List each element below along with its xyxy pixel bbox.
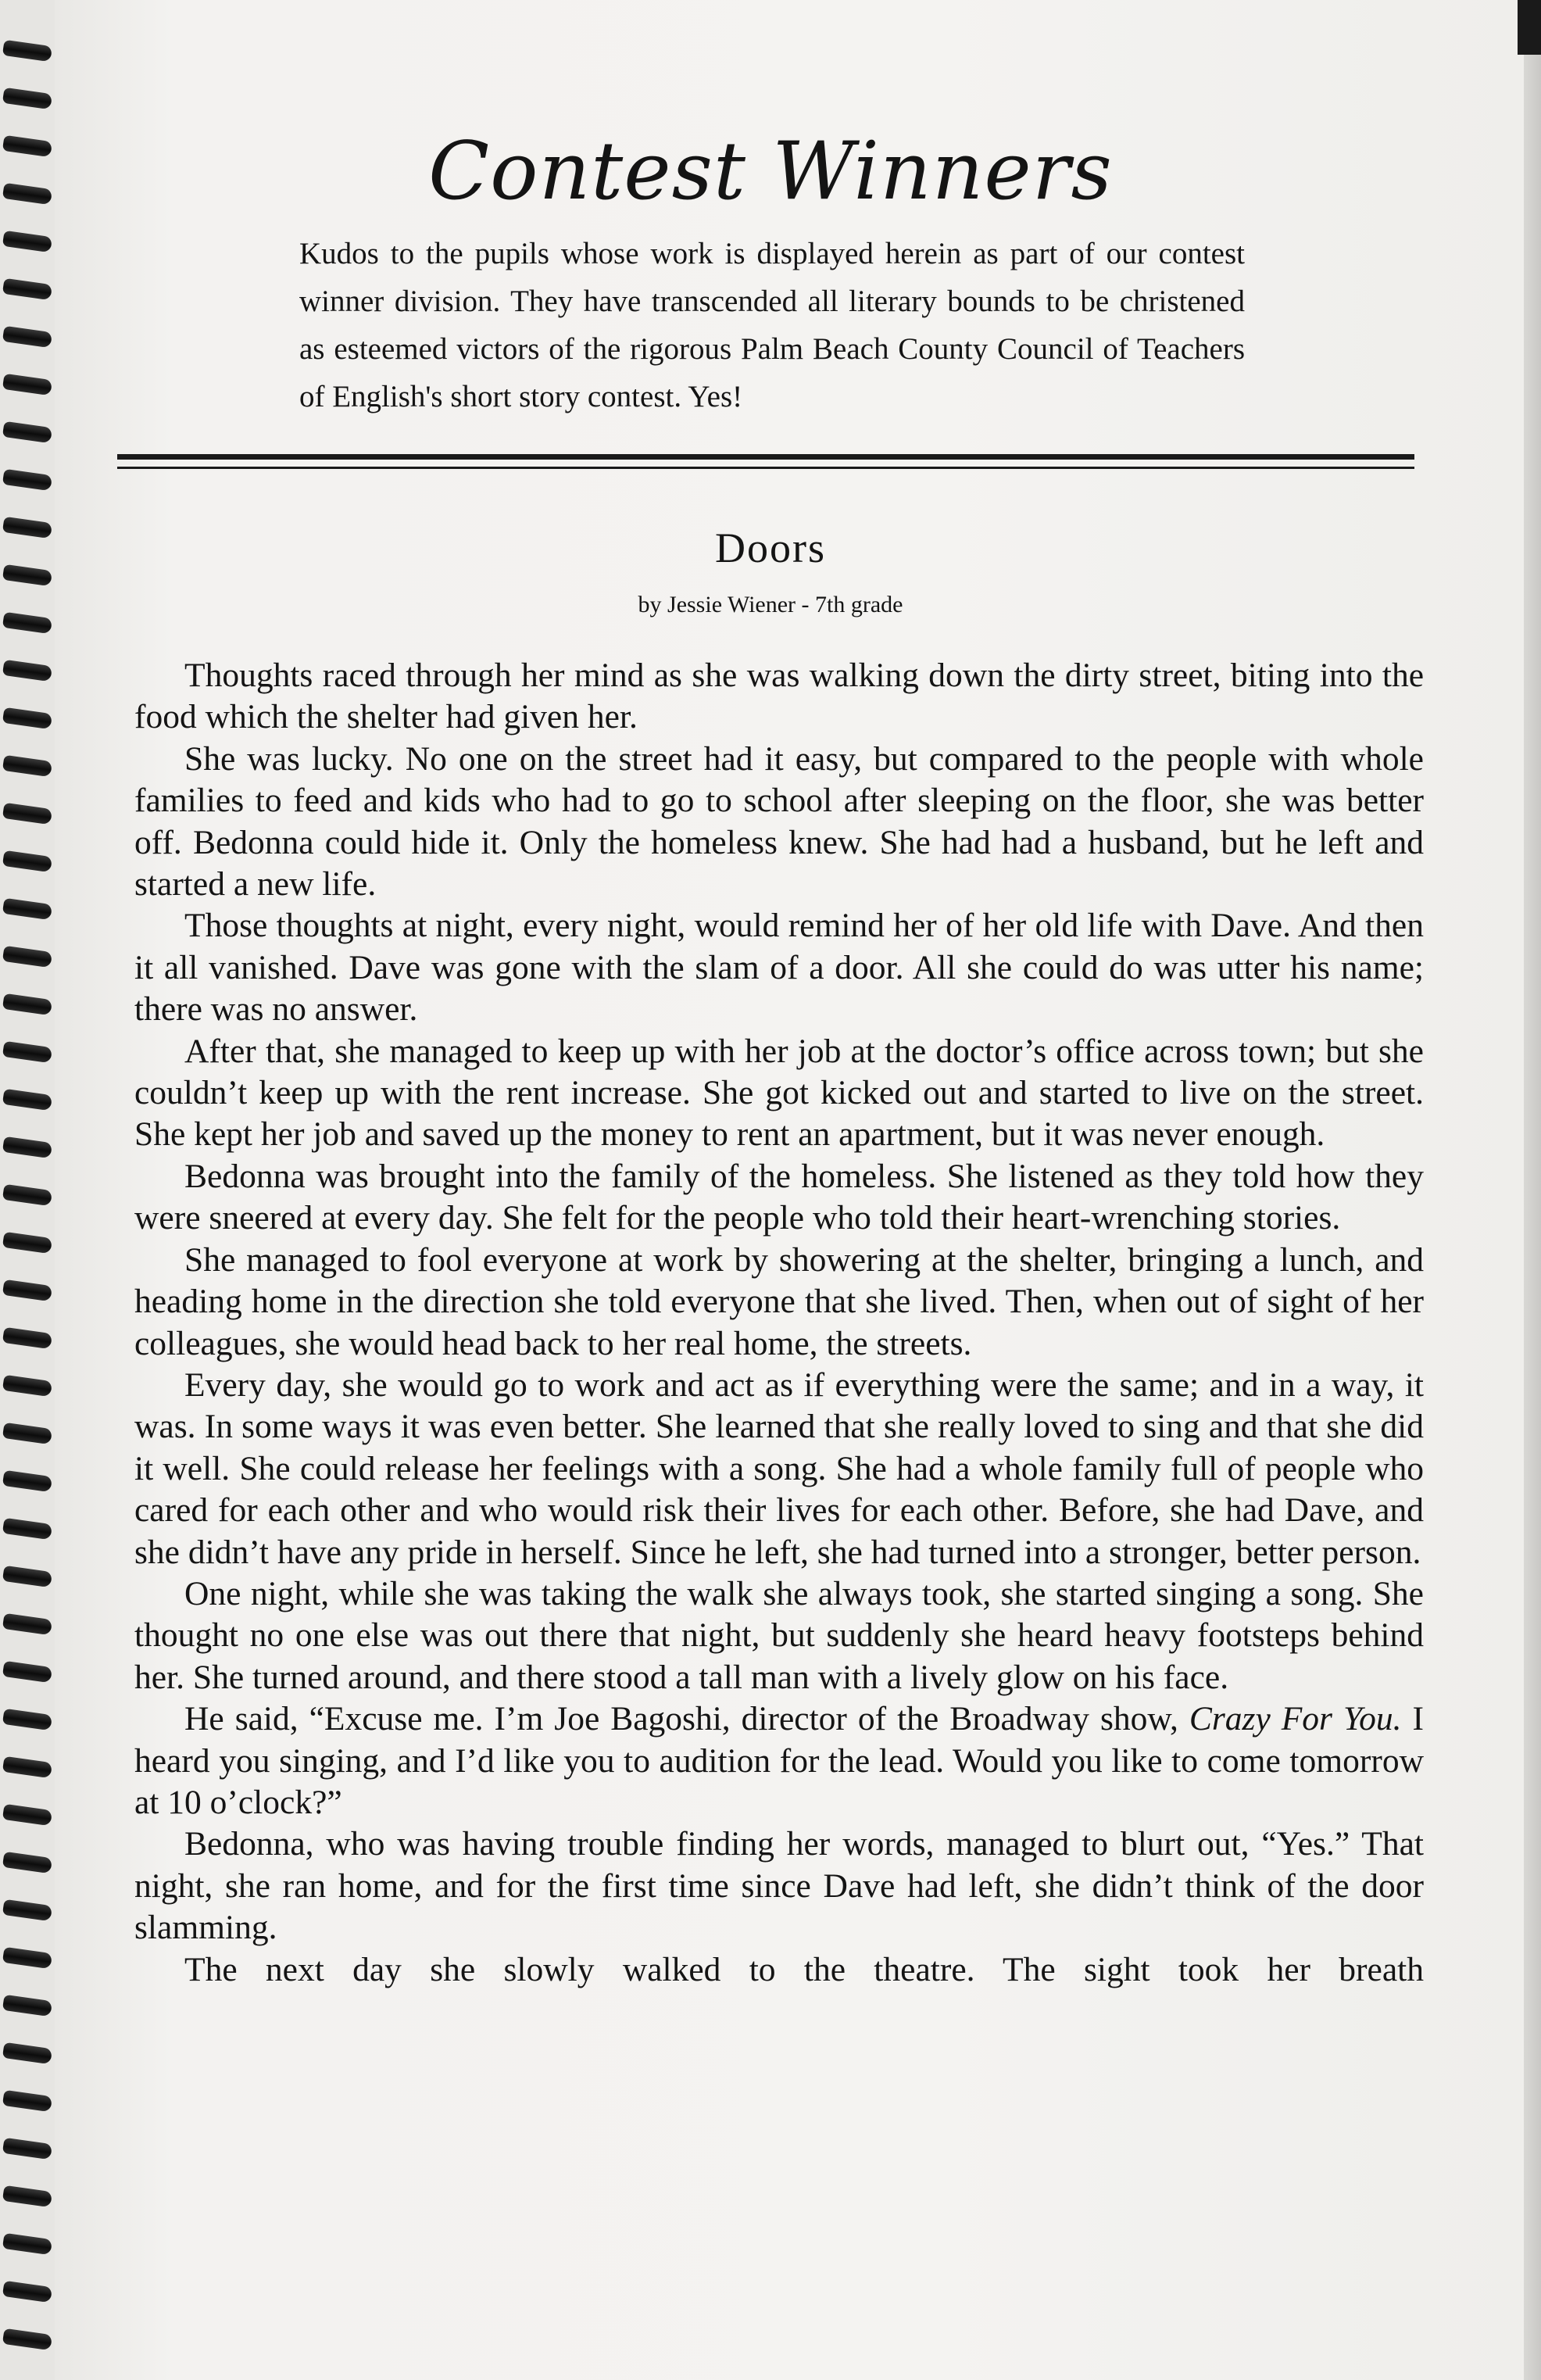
binding-coil [2,2281,52,2303]
quote-text-start: He said, “Excuse me. I’m Joe Bagoshi, director of the Broadway show, [184,1700,1189,1738]
story-paragraph: Those thoughts at night, every night, would remind her of her old life with Dave. And then it all vanished. Dave was gone with the slam of a door. All she could do was utter his name; there was no answer. [134,907,1424,1029]
binding-coil [2,850,52,872]
binding-coil [2,88,52,109]
binding-coil [2,278,52,300]
binding-coil [2,1184,52,1206]
story-paragraph: Bedonna was brought into the family of the homeless. She listened as they told how they were sneered at every day. She felt for the people who told their heart-wrenching stories. [134,1157,1424,1237]
spiral-binding [0,0,55,2380]
story-paragraph: Every day, she would go to work and act as if everything were the same; and in a way, it was. In some ways it was even better. She learned that she really loved to sing and that she did it well. She could release her feelings with a song. She had a whole family full of people who cared for each other and who would risk their lives for each other. Before, she had Dave, and she didn’t have any pride in herself. Since he left, she had turned into a stronger, better person. [134,1365,1424,1571]
binding-coil [2,1852,52,1874]
story-paragraph: One night, while she was taking the walk she always took, she started singing a song. She thought no one else was out there that night, but suddenly she heard heavy footsteps behind her. She turned around, and there stood a tall man with a lively glow on his face. [134,1574,1424,1696]
story-paragraph-quote [134,1698,1424,1823]
page-title: Contest Winners [428,125,1113,218]
binding-coil [2,1756,52,1778]
story-paragraph-continued: The next day she slowly walked to the theatre. The sight took her breath [184,1950,1424,1988]
binding-coil [2,1613,52,1635]
binding-coil [2,1566,52,1587]
story-paragraph: Bedonna, who was having trouble finding her words, managed to blurt out, “Yes.” That night, she ran home, and for the first time since Dave had left, she didn’t think of the door slamming. [134,1825,1424,1947]
binding-coil [2,898,52,920]
binding-coil [2,1327,52,1349]
binding-coil [2,1279,52,1301]
quote-text-end: I heard you singing, and I’d like you to audition for the lead. Would you like to come tomorrow at 10 o’clock?” [134,1700,1424,1821]
binding-coil [2,421,52,443]
story-paragraph: Thoughts raced through her mind as she was walking down the dirty street, biting into the food which the shelter had given her. [134,657,1424,736]
binding-coil [2,40,52,62]
binding-coil [2,2328,52,2350]
binding-coil [2,1375,52,1397]
binding-coil [2,1995,52,2017]
binding-coil [2,1232,52,1254]
binding-coil [2,1423,52,1444]
story-paragraph: After that, she managed to keep up with her job at the doctor’s office across town; but she couldn’t keep up with the rent increase. She got kicked out and started to live on the street. She kept her job and saved up the money to rent an apartment, but it was never enough. [134,1032,1424,1154]
binding-coil [2,1709,52,1730]
binding-coil [2,755,52,777]
binding-coil [2,1804,52,1826]
divider-thin [117,467,1414,469]
binding-coil [2,707,52,729]
story-title: Doors [715,524,826,571]
page-corner [1518,0,1541,55]
binding-coil [2,2233,52,2255]
binding-coil [2,946,52,968]
divider-thick [117,454,1414,460]
binding-coil [2,326,52,348]
binding-coil [2,803,52,825]
story-paragraph: She managed to fool everyone at work by showering at the shelter, bringing a lunch, and heading home in the direction she told everyone that she lived. Then, when out of sight of her colleagues, she would head back to her real home, the streets. [134,1240,1424,1362]
intro-paragraph: Kudos to the pupils whose work is displayed herein as part of our contest winner division. They have transcended all literary bounds to be christened as esteemed victors of the rigorous Palm Beach County Council of Teachers of English's short story contest. Yes! [299,237,1245,413]
binding-coil [2,1136,52,1158]
story-byline: by Jessie Wiener - 7th grade [638,592,903,617]
binding-coil [2,1947,52,1969]
binding-coil [2,2185,52,2207]
binding-coil [2,1518,52,1540]
binding-coil [2,1661,52,1683]
show-title: Crazy For You. [1189,1700,1402,1738]
story-paragraph: She was lucky. No one on the street had it easy, but compared to the people with whole families to feed and kids who had to go to school after sleeping on the floor, she was better off. Bedonna could hide it. Only the homeless knew. She had had a husband, but he left and started a new life. [134,739,1424,904]
binding-coil [2,1089,52,1111]
binding-coil [2,2042,52,2064]
story-body [134,655,1424,1991]
binding-coil [2,1041,52,1063]
binding-coil [2,660,52,682]
binding-coil [2,1899,52,1921]
binding-coil [2,374,52,395]
binding-coil [2,469,52,491]
binding-coil [2,231,52,252]
page-edge [1524,0,1541,2380]
binding-coil [2,993,52,1015]
binding-coil [2,1470,52,1492]
binding-coil [2,2090,52,2112]
binding-coil [2,2138,52,2160]
